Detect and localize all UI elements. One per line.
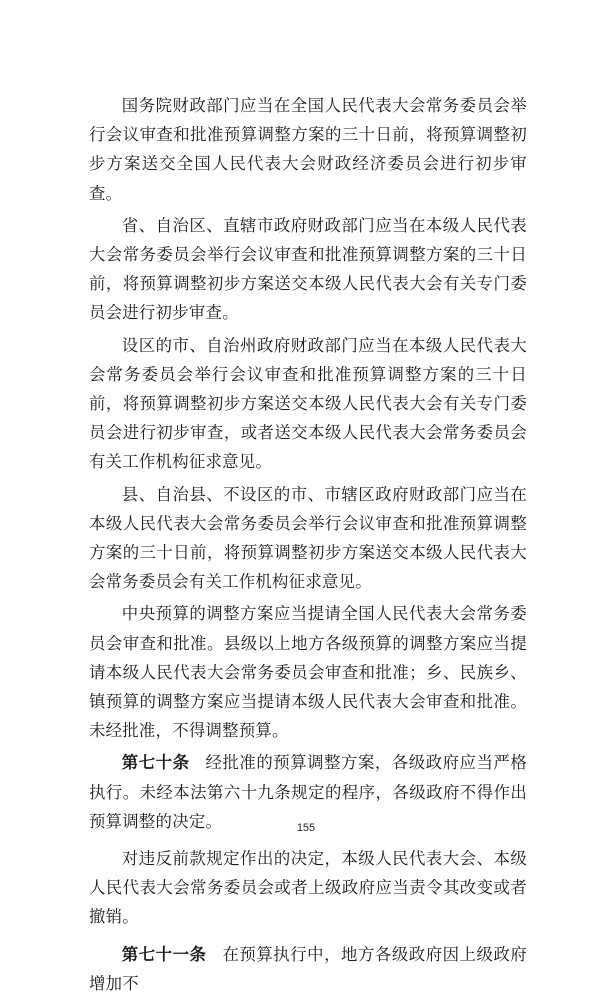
article-70-text: 经批准的预算调整方案，各级政府应当严格执行。未经本法第六十九条规定的程序，各级政府不得作出预算调整的决定。 [89, 753, 528, 831]
paragraph-4 [89, 480, 527, 597]
paragraph-7 [89, 844, 527, 932]
article-71-paragraph [89, 940, 527, 998]
paragraph-3-text: 设区的市、自治州政府财政部门应当在本级人民代表大会常务委员会举行会议审查和批准预算调整方案的三十日前，将预算调整初步方案送交本级人民代表大会有关专门委员会进行初步审查，或者送交本级人民代表大会常务委员会有关工作机构征求意见。 [89, 335, 527, 472]
paragraph-1 [89, 91, 527, 208]
paragraph-5 [89, 599, 527, 745]
paragraph-1-text: 国务院财政部门应当在全国人民代表大会常务委员会举行会议审查和批准预算调整方案的三十日前，将预算调整初步方案送交全国人民代表大会财政经济委员会进行初步审查。 [89, 96, 527, 203]
article-71-heading: 第七十一条 [121, 944, 207, 964]
paragraph-7-text: 对违反前款规定作出的决定，本级人民代表大会、本级人民代表大会常务委员会或者上级政府应当责令其改变或者撤销。 [89, 849, 527, 927]
document-body [89, 91, 527, 998]
paragraph-5-text: 中央预算的调整方案应当提请全国人民代表大会常务委员会审查和批准。县级以上地方各级预算的调整方案应当提请本级人民代表大会常务委员会审查和批准；乡、民族乡、镇预算的调整方案应当提请本级人民代表大会审查和批准。未经批准，不得调整预算。 [89, 604, 527, 741]
paragraph-2-text: 省、自治区、直辖市政府财政部门应当在本级人民代表大会常务委员会举行会议审查和批准预算调整方案的三十日前，将预算调整初步方案送交本级人民代表大会有关专门委员会进行初步审查。 [89, 215, 527, 323]
article-71-text: 在预算执行中，地方各级政府因上级政府增加不 [89, 944, 528, 993]
page-number: 155 [296, 822, 316, 834]
paragraph-4-text: 县、自治县、不设区的市、市辖区政府财政部门应当在本级人民代表大会常务委员会举行会议审查和批准预算调整方案的三十日前，将预算调整初步方案送交本级人民代表大会常务委员会有关工作机构征求意见。 [89, 484, 527, 592]
article-70-heading: 第七十条 [121, 753, 190, 773]
paragraph-3 [89, 331, 527, 477]
paragraph-2 [89, 211, 527, 328]
